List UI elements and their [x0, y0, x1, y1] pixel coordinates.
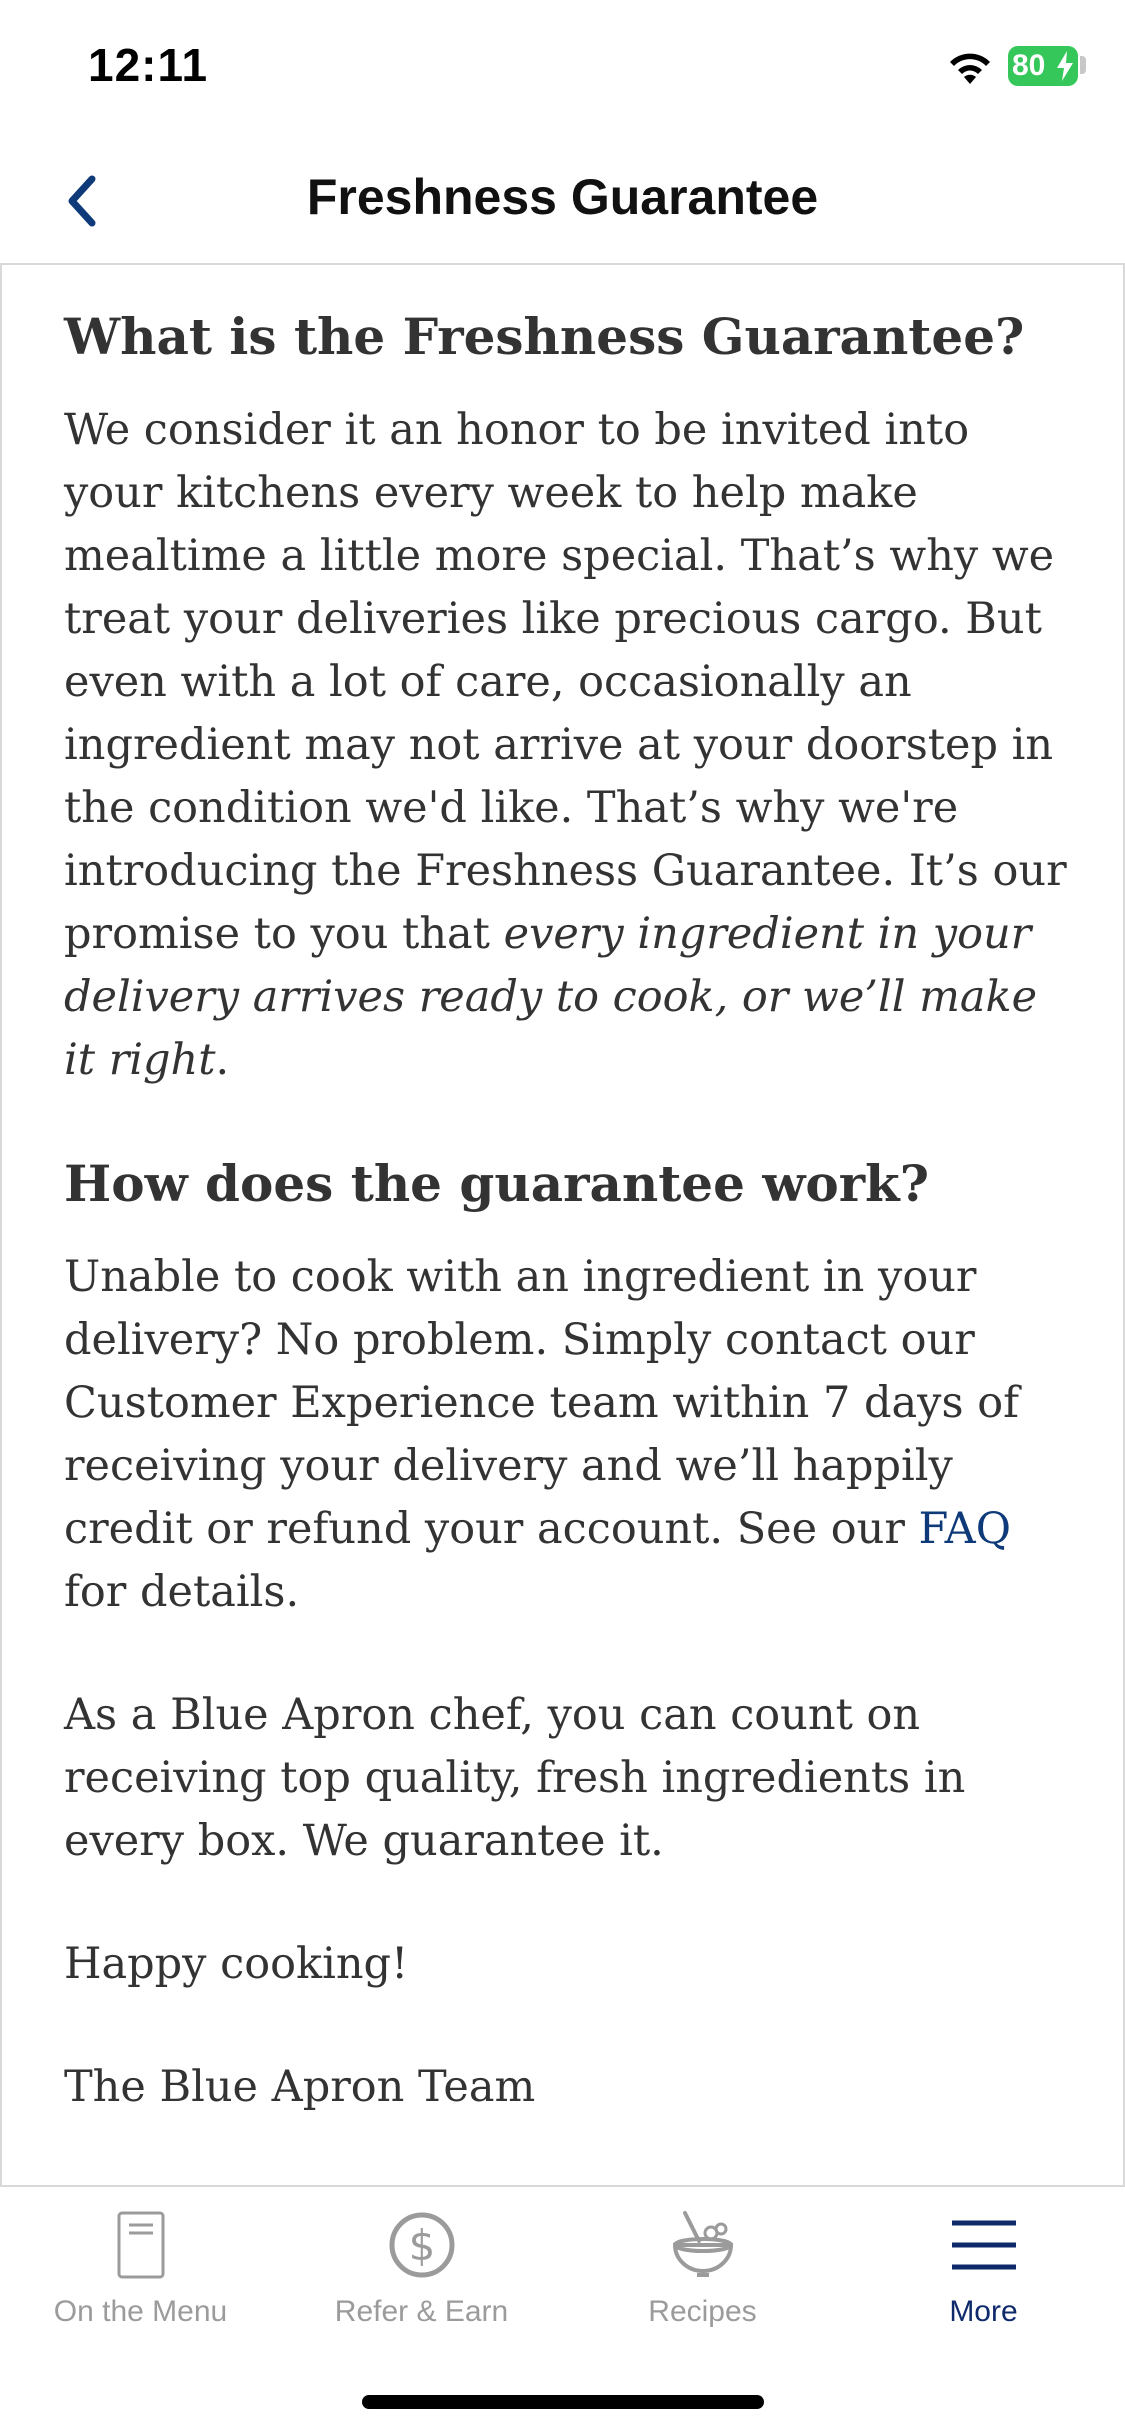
paragraph-how-text: Unable to cook with an ingredient in your delivery? No problem. Simply contact our Customer Experience team within 7 days of receiving your delivery and we’ll happily credit or refund your account. See our — [64, 1252, 1020, 1554]
heading-what-is: What is the Freshness Guarantee? — [64, 307, 1025, 366]
tab-more[interactable] — [843, 2205, 1124, 2355]
hamburger-icon — [944, 2205, 1024, 2285]
faq-link[interactable]: FAQ — [918, 1504, 1011, 1554]
paragraph-intro-end: . — [215, 1035, 230, 1085]
paragraph-how-end: for details. — [64, 1567, 300, 1617]
tab-recipes[interactable] — [562, 2205, 843, 2355]
paragraph-quality: As a Blue Apron chef, you can count on receiving top quality, fresh ingredients in every box. We guarantee it. — [64, 1690, 966, 1866]
svg-text:$: $ — [408, 2221, 435, 2270]
wifi-icon — [944, 48, 996, 88]
signature: The Blue Apron Team — [64, 2062, 536, 2112]
content-area[interactable] — [0, 265, 1125, 2185]
battery-cap — [1080, 56, 1086, 74]
battery-charging-icon — [1054, 49, 1076, 83]
paragraph-intro-text: We consider it an honor to be invited into your kitchens every week to help make mealtime a little more special. That’s why we treat your deliveries like precious cargo. But even with a lot of care, occasionally an ingredient may not arrive at your doorstep in the condition we'd like. That’s why we're introducing the Freshness Guarantee. It’s our promise to you that — [64, 405, 1067, 959]
tab-label: Recipes — [648, 2295, 757, 2328]
paragraph-intro-italic: every ingredient in your delivery arrives ready to cook, or we’ll make it right — [64, 909, 1038, 1085]
page-title: Freshness Guarantee — [306, 169, 819, 225]
tab-label: On the Menu — [53, 2295, 228, 2328]
paragraph-intro — [64, 399, 1074, 1092]
home-indicator[interactable] — [362, 2395, 764, 2409]
content-body — [64, 305, 1074, 2179]
navigation-header — [0, 140, 1125, 265]
bowl-icon — [663, 2205, 743, 2285]
paragraph-happy-cooking: Happy cooking! — [64, 1939, 409, 1989]
heading-how-it-works: How does the guarantee work? — [64, 1154, 929, 1213]
menu-card-icon — [101, 2205, 181, 2285]
tab-on-the-menu[interactable] — [0, 2205, 281, 2355]
status-time: 12:11 — [88, 39, 209, 91]
tab-refer-earn[interactable] — [281, 2205, 562, 2355]
battery-level: 80 — [1012, 49, 1046, 82]
tab-label: Refer & Earn — [334, 2295, 509, 2328]
paragraph-how — [64, 1246, 1074, 1624]
dollar-coin-icon — [382, 2205, 462, 2285]
battery-indicator — [1008, 46, 1078, 86]
status-bar — [0, 0, 1125, 140]
tab-label: More — [949, 2295, 1018, 2328]
